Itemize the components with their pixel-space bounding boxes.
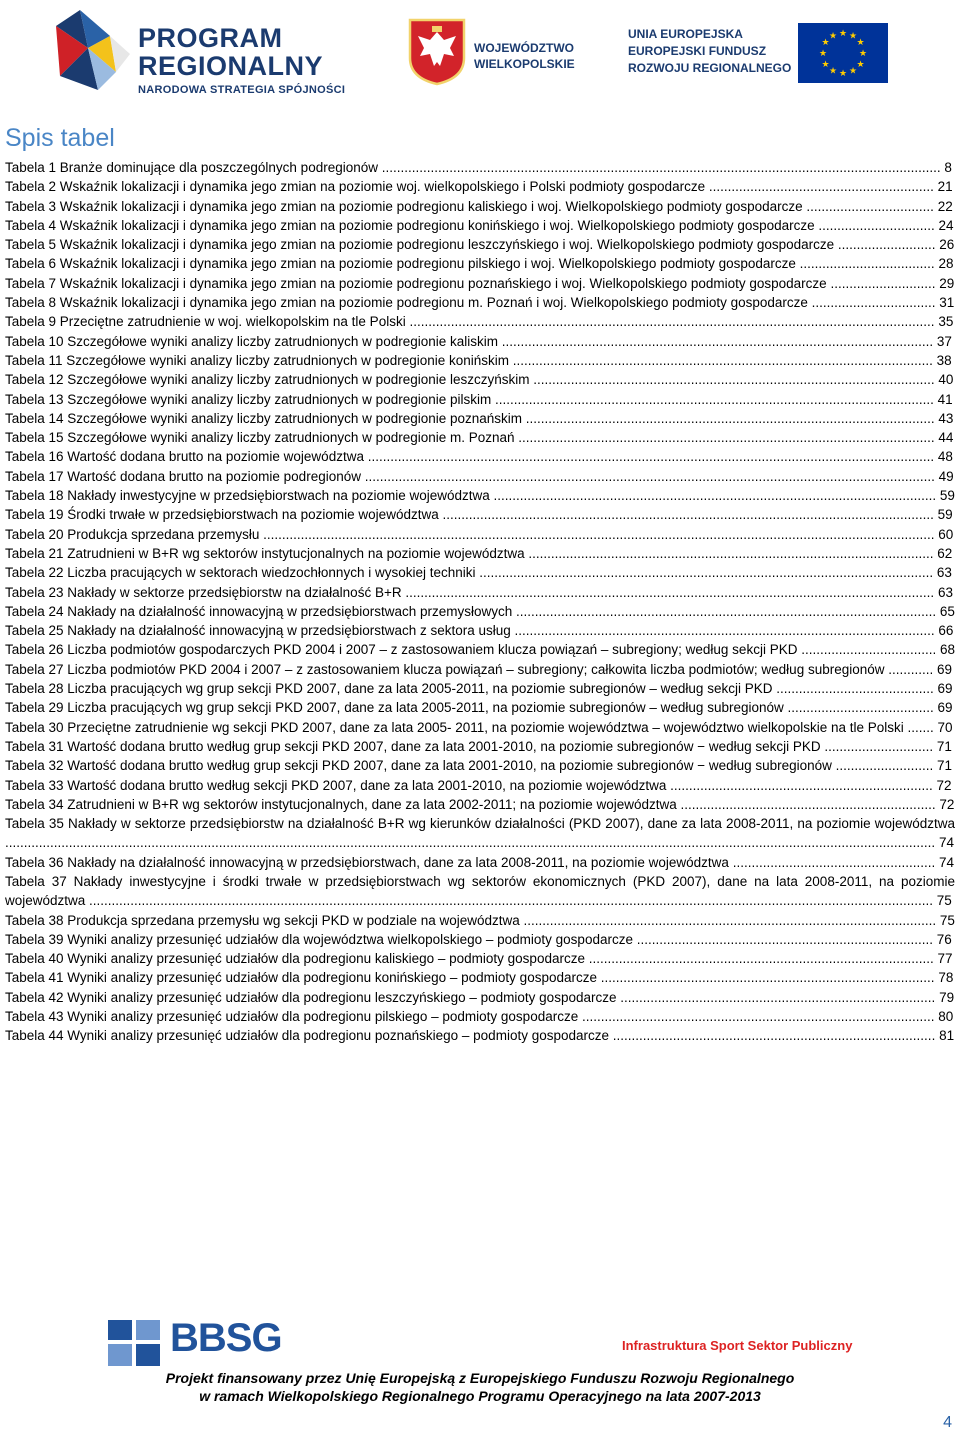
region-line1: WOJEWÓDZTWO xyxy=(474,41,574,55)
toc-entry-text: Tabela 32 Wartość dodana brutto według grup sekcji PKD 2007, dane za lata 2001-2010, na poziomie subregionów − według subregionów xyxy=(5,758,832,774)
toc-dot-leader: ...................................................................................................................... xyxy=(489,488,940,504)
toc-dot-leader: .................................................................................... xyxy=(616,989,940,1005)
eu-logo xyxy=(628,25,928,95)
toc-entry-page: 66 xyxy=(938,623,954,639)
toc-dot-leader: ......................................................................................................................... xyxy=(475,565,937,581)
project-line1: Projekt finansowany przez Unię Europejską z Europejskiego Funduszu Rozwoju Regionalnego xyxy=(165,1370,795,1386)
toc-entry-text: Tabela 37 Nakłady inwestycyjne i środki trwałe w przedsiębiorstwach wg sektorów ekonomicznych (PKD 2007), dane na lata 2008-2011, na poziomie województwa xyxy=(5,873,955,909)
toc-entry-text: Tabela 6 Wskaźnik lokalizacji i dynamika jego zmian na poziomie podregionu pilskiego i woj. Wielkopolskiego podmioty gospodarcze xyxy=(5,256,796,272)
toc-entry[interactable] xyxy=(5,872,955,911)
toc-entry[interactable] xyxy=(5,853,955,872)
toc-dot-leader: ........................................................................................................... xyxy=(529,372,939,388)
toc-entry-text: Tabela 22 Liczba pracujących w sektorach wiedzochłonnych i wysokiej techniki xyxy=(5,565,476,581)
toc-entry-text: Tabela 16 Wartość dodana brutto na poziomie województwa xyxy=(5,449,364,465)
toc-entry-text: Tabela 12 Szczegółowe wyniki analizy liczby zatrudnionych w podregionie leszczyńskim xyxy=(5,372,530,388)
toc-entry[interactable] xyxy=(5,698,955,717)
toc-entry-text: Tabela 39 Wyniki analizy przesunięć udziałów dla województwa wielkopolskiego – podmioty gospodarcze xyxy=(5,931,633,947)
toc-entry-text: Tabela 3 Wskaźnik lokalizacji i dynamika jego zmian na poziomie podregionu kaliskiego i woj. Wielkopolskiego podmioty gospodarcze xyxy=(5,198,803,214)
eagle-shield-icon xyxy=(408,18,466,86)
toc-dot-leader: ............................................................................................................. xyxy=(522,410,939,426)
toc-entry-page: 72 xyxy=(936,777,952,793)
svg-text:★: ★ xyxy=(848,31,858,42)
toc-entry[interactable] xyxy=(5,544,955,563)
svg-text:★: ★ xyxy=(856,38,865,48)
toc-entry-page: 26 xyxy=(939,237,955,253)
program-regionalny-mark-icon xyxy=(50,6,134,94)
toc-entry-text: Tabela 7 Wskaźnik lokalizacji i dynamika jego zmian na poziomie podregionu poznańskiego i woj. Wielkopolskiego podmioty gospodarcze xyxy=(5,275,827,291)
toc-entry[interactable] xyxy=(5,235,955,254)
toc-entry[interactable] xyxy=(5,177,955,196)
bbsg-text: BBSG xyxy=(170,1316,282,1360)
toc-entry-text: Tabela 23 Nakłady w sektorze przedsiębiorstw na działalność B+R xyxy=(5,584,402,600)
toc-entry-page: 81 xyxy=(939,1028,955,1044)
program-regionalny-logo xyxy=(50,6,360,96)
toc-entry-text: Tabela 31 Wartość dodana brutto według grup sekcji PKD 2007, dane za lata 2001-2010, na poziomie subregionów − według sekcji PKD xyxy=(5,738,821,754)
toc-entry-text: Tabela 44 Wyniki analizy przesunięć udziałów dla podregionu poznańskiego – podmioty gospodarcze xyxy=(5,1028,609,1044)
toc-entry[interactable] xyxy=(5,216,955,235)
toc-entry-page: 31 xyxy=(939,295,955,311)
toc-entry[interactable] xyxy=(5,640,955,659)
toc-entry[interactable] xyxy=(5,332,955,351)
toc-dot-leader: ...................................................................................... xyxy=(609,1028,940,1044)
toc-dot-leader: ...................................................... xyxy=(728,854,939,870)
toc-entry-page: 49 xyxy=(938,468,954,484)
toc-entry-page: 75 xyxy=(936,893,952,909)
toc-dot-leader: .............................................................................................................. xyxy=(519,912,940,928)
toc-entry[interactable] xyxy=(5,505,955,524)
toc-entry-page: 48 xyxy=(937,449,953,465)
toc-entry-page: 24 xyxy=(938,217,954,233)
toc-entry-text: Tabela 40 Wyniki analizy przesunięć udziałów dla podregionu kaliskiego – podmioty gospodarcze xyxy=(5,951,585,967)
toc-entry-text: Tabela 11 Szczegółowe wyniki analizy liczby zatrudnionych w podregionie konińskim xyxy=(5,352,510,368)
toc-dot-leader: ..................................................................................................................................................... xyxy=(378,160,945,175)
toc-entry-text: Tabela 10 Szczegółowe wyniki analizy liczby zatrudnionych w podregionie kaliskim xyxy=(5,333,498,349)
toc-dot-leader: ................................................................................................................................................................................... xyxy=(259,526,939,542)
toc-dot-leader: ................................................................................................................ xyxy=(510,623,939,639)
toc-entry-text: Tabela 28 Liczba pracujących wg grup sekcji PKD 2007, dane za lata 2005-2011, na poziomie subregionów – według sekcji PKD xyxy=(5,681,773,697)
toc-entry[interactable] xyxy=(5,949,955,968)
toc-entry-page: 59 xyxy=(937,507,953,523)
toc-entry[interactable] xyxy=(5,776,955,795)
program-line1: PROGRAM xyxy=(138,23,283,53)
toc-entry-page: 65 xyxy=(939,603,955,619)
region-line2: WIELKOPOLSKIE xyxy=(474,57,575,71)
toc-dot-leader: .......................................... xyxy=(772,681,938,697)
table-of-contents xyxy=(5,158,955,1046)
toc-entry[interactable] xyxy=(5,486,955,505)
toc-entry-page: 69 xyxy=(937,700,953,716)
toc-entry-page: 62 xyxy=(937,545,953,561)
toc-entry-page: 63 xyxy=(937,584,953,600)
toc-dot-leader: .................................... xyxy=(795,256,939,272)
toc-entry[interactable] xyxy=(5,583,955,602)
toc-dot-leader: .................................... xyxy=(797,642,940,658)
toc-entry-text: Tabela 38 Produkcja sprzedana przemysłu wg sekcji PKD w podziale na województwa xyxy=(5,912,520,928)
toc-dot-leader: ........................................................................................................................................................................................................................................................ xyxy=(5,835,939,851)
toc-entry[interactable] xyxy=(5,679,955,698)
toc-entry[interactable] xyxy=(5,274,955,293)
toc-entry[interactable] xyxy=(5,718,955,737)
eu-line2: EUROPEJSKI FUNDUSZ xyxy=(628,44,767,58)
toc-entry[interactable] xyxy=(5,1007,955,1026)
toc-entry[interactable] xyxy=(5,756,955,775)
toc-dot-leader: ................................. xyxy=(807,295,940,311)
program-line2: REGIONALNY xyxy=(138,51,324,81)
footer xyxy=(0,1300,960,1438)
toc-entry[interactable] xyxy=(5,1026,955,1045)
toc-entry-page: 21 xyxy=(937,179,953,195)
toc-dot-leader: ............................................................................................................................................. xyxy=(401,584,938,600)
toc-entry-text: Tabela 33 Wartość dodana brutto według sekcji PKD 2007, dane za lata 2001-2010, na poziomie województwa xyxy=(5,777,667,793)
svg-text:★: ★ xyxy=(856,60,865,70)
toc-entry-page: 70 xyxy=(937,719,953,735)
toc-entry-text: Tabela 20 Produkcja sprzedana przemysłu xyxy=(5,526,260,542)
toc-entry[interactable] xyxy=(5,621,955,640)
toc-entry-page: 43 xyxy=(938,410,954,426)
toc-entry-text: Tabela 29 Liczba pracujących wg grup sekcji PKD 2007, dane za lata 2005-2011, na poziomie subregionów – według subregionów xyxy=(5,700,784,716)
toc-entry-page: 75 xyxy=(939,912,955,928)
toc-entry-page: 79 xyxy=(939,989,955,1005)
toc-entry-text: Tabela 13 Szczegółowe wyniki analizy liczby zatrudnionych w podregionie pilskim xyxy=(5,391,492,407)
toc-entry-page: 59 xyxy=(939,488,955,504)
toc-entry-page: 80 xyxy=(938,1009,954,1025)
toc-dot-leader: .............................................................................................. xyxy=(578,1009,939,1025)
toc-entry-text: Tabela 18 Nakłady inwestycyjne w przedsiębiorstwach na poziomie województwa xyxy=(5,488,490,504)
eu-flag-icon xyxy=(798,23,888,83)
toc-entry-text: Tabela 5 Wskaźnik lokalizacji i dynamika jego zmian na poziomie podregionu leszczyńskiego i woj. Wielkopolskiego podmioty gospodarcze xyxy=(5,237,835,253)
toc-entry[interactable] xyxy=(5,158,955,177)
toc-entry-page: 41 xyxy=(937,391,953,407)
toc-entry-page: 44 xyxy=(938,430,954,446)
toc-entry-page: 69 xyxy=(937,681,953,697)
toc-dot-leader: ............................ xyxy=(826,275,940,291)
toc-entry-text: Tabela 25 Nakłady na działalność innowacyjną w przedsiębiorstwach z sektora usług xyxy=(5,623,511,639)
project-line2: w ramach Wielkopolskiego Regionalnego Programu Operacyjnego na lata 2007-2013 xyxy=(199,1388,761,1404)
svg-text:★: ★ xyxy=(818,49,828,59)
toc-entry[interactable] xyxy=(5,602,955,621)
svg-text:★: ★ xyxy=(858,49,868,59)
toc-entry-page: 40 xyxy=(938,372,954,388)
toc-entry-text: Tabela 43 Wyniki analizy przesunięć udziałów dla podregionu pilskiego – podmioty gospodarcze xyxy=(5,1009,579,1025)
toc-entry[interactable] xyxy=(5,930,955,949)
toc-entry[interactable] xyxy=(5,409,955,428)
toc-entry-page: 29 xyxy=(939,275,955,291)
toc-dot-leader: ..................................................................................................................... xyxy=(491,391,938,407)
toc-entry-text: Tabela 14 Szczegółowe wyniki analizy liczby zatrudnionych w podregionie poznańskim xyxy=(5,410,523,426)
toc-entry-page: 78 xyxy=(938,970,954,986)
toc-entry[interactable] xyxy=(5,428,955,447)
toc-entry-page: 71 xyxy=(936,738,952,754)
toc-dot-leader: ................................................................................................................ xyxy=(512,603,940,619)
toc-dot-leader: .......................... xyxy=(831,758,937,774)
toc-entry[interactable] xyxy=(5,988,955,1007)
wielkopolska-logo xyxy=(408,18,608,88)
toc-entry-text: Tabela 42 Wyniki analizy przesunięć udziałów dla podregionu leszczyńskiego – podmioty gospodarcze xyxy=(5,989,617,1005)
toc-entry-page: 74 xyxy=(938,854,955,870)
toc-entry[interactable] xyxy=(5,370,955,389)
toc-dot-leader: ............................................................ xyxy=(705,179,938,195)
toc-entry-text: Tabela 2 Wskaźnik lokalizacji i dynamika jego zmian na poziomie woj. wielkopolskiego i Polski podmioty gospodarcze xyxy=(5,179,706,195)
toc-entry-text: Tabela 9 Przeciętne zatrudnienie w woj. wielkopolskim na tle Polski xyxy=(5,314,406,330)
toc-entry[interactable] xyxy=(5,293,955,312)
toc-dot-leader: ....................................... xyxy=(783,700,938,716)
toc-entry-text: Tabela 19 Środki trwałe w przedsiębiorstwach na poziomie województwa xyxy=(5,507,439,523)
toc-entry-text: Tabela 27 Liczba podmiotów PKD 2004 i 2007 – z zastosowaniem klucza powiązań – subregiony; całkowita liczba podmiotów; według subregionów xyxy=(5,661,885,677)
toc-dot-leader: ...................................................................... xyxy=(666,777,937,793)
toc-entry[interactable] xyxy=(5,814,955,853)
svg-text:★: ★ xyxy=(821,60,830,70)
toc-entry-page: 77 xyxy=(937,951,953,967)
toc-entry[interactable] xyxy=(5,447,955,466)
toc-entry-page: 72 xyxy=(939,796,955,812)
toc-entry[interactable] xyxy=(5,660,955,679)
toc-entry-text: Tabela 26 Liczba podmiotów gospodarczych PKD 2004 i 2007 – z zastosowaniem klucza powiązań – subregiony; według sekcji PKD xyxy=(5,642,798,658)
toc-entry-page: 8 xyxy=(944,160,952,175)
toc-entry-text: Tabela 41 Wyniki analizy przesunięć udziałów dla podregionu konińskiego – podmioty gospodarcze xyxy=(5,970,597,986)
bbsg-logo xyxy=(108,1312,288,1372)
toc-dot-leader: ............................................................................... xyxy=(632,931,937,947)
toc-entry-page: 69 xyxy=(937,661,953,677)
toc-dot-leader: ....................................................................................................................................................... xyxy=(363,449,938,465)
svg-text:★: ★ xyxy=(828,66,838,77)
toc-entry-text: Tabela 34 Zatrudnieni w B+R wg sektorów instytucjonalnych, dane za lata 2002-2011; na poziomie województwa xyxy=(5,796,677,812)
toc-entry[interactable] xyxy=(5,911,955,930)
svg-text:★: ★ xyxy=(838,29,848,39)
toc-entry-page: 22 xyxy=(937,198,953,214)
toc-entry[interactable] xyxy=(5,351,955,370)
toc-dot-leader: ............................... xyxy=(814,217,939,233)
toc-entry-text: Tabela 36 Nakłady na działalność innowacyjną w przedsiębiorstwach, dane za lata 2008-2011, na poziomie województwa xyxy=(5,854,729,870)
toc-dot-leader: ............ xyxy=(884,661,938,677)
toc-entry[interactable] xyxy=(5,737,955,756)
toc-entry[interactable] xyxy=(5,467,955,486)
svg-text:★: ★ xyxy=(848,66,858,77)
header xyxy=(0,0,960,112)
page-number: 4 xyxy=(943,1414,952,1431)
toc-entry-page: 28 xyxy=(938,256,954,272)
toc-dot-leader: ............................. xyxy=(820,738,937,754)
svg-text:★: ★ xyxy=(828,31,838,42)
toc-dot-leader: ................................................................................................................................................................................................................................. xyxy=(85,893,937,909)
toc-entry[interactable] xyxy=(5,254,955,273)
issp-logo-text: Infrastruktura Sport Sektor Publiczny xyxy=(622,1338,853,1353)
toc-entry-text: Tabela 1 Branże dominujące dla poszczególnych podregionów xyxy=(5,160,378,175)
bbsg-mark-icon xyxy=(108,1320,160,1366)
toc-dot-leader: ............................................................................................................... xyxy=(514,430,939,446)
toc-entry-text: Tabela 30 Przeciętne zatrudnienie wg sekcji PKD 2007, dane za lata 2005- 2011, na poziomie województwa – województwo wielkopolskie na tle Polski xyxy=(5,719,904,735)
toc-dot-leader: ............................................................................................................................................ xyxy=(405,314,939,330)
toc-entry-text: Tabela 17 Wartość dodana brutto na poziomie podregionów xyxy=(5,468,361,484)
toc-entry-text: Tabela 24 Nakłady na działalność innowacyjną w przedsiębiorstwach przemysłowych xyxy=(5,603,513,619)
toc-entry[interactable] xyxy=(5,525,955,544)
toc-entry[interactable] xyxy=(5,968,955,987)
toc-dot-leader: .................................................................... xyxy=(676,796,940,812)
toc-entry-page: 38 xyxy=(936,352,952,368)
toc-entry-page: 37 xyxy=(936,333,952,349)
toc-entry-text: Tabela 15 Szczegółowe wyniki analizy liczby zatrudnionych w podregionie m. Poznań xyxy=(5,430,515,446)
toc-entry-page: 68 xyxy=(939,642,956,658)
toc-entry-text: Tabela 8 Wskaźnik lokalizacji i dynamika jego zmian na poziomie podregionu m. Poznań i woj. Wielkopolskiego podmioty gospodarcze xyxy=(5,295,808,311)
toc-dot-leader: ......................................................................................... xyxy=(596,970,939,986)
toc-entry-text: Tabela 35 Nakłady w sektorze przedsiębiorstw na działalność B+R wg kierunków działalności (PKD 2007), dane za lata 2008-2011, na poziomie województwa xyxy=(5,816,955,832)
svg-text:★: ★ xyxy=(838,69,848,79)
toc-entry[interactable] xyxy=(5,197,955,216)
eu-line3: ROZWOJU REGIONALNEGO xyxy=(628,61,792,75)
toc-entry-text: Tabela 4 Wskaźnik lokalizacji i dynamika jego zmian na poziomie podregionu konińskiego i woj. Wielkopolskiego podmioty gospodarcze xyxy=(5,217,815,233)
toc-entry-page: 63 xyxy=(936,565,952,581)
toc-dot-leader: ............................................................................................ xyxy=(584,951,938,967)
toc-dot-leader: ....... xyxy=(903,719,938,735)
toc-dot-leader: ................................................................................................................ xyxy=(509,352,937,368)
toc-entry[interactable] xyxy=(5,312,955,331)
toc-entry-page: 60 xyxy=(938,526,954,542)
toc-entry-text: Tabela 21 Zatrudnieni w B+R wg sektorów instytucjonalnych na poziomie województwa xyxy=(5,545,525,561)
toc-dot-leader: ............................................................................................................ xyxy=(524,545,938,561)
toc-entry-page: 71 xyxy=(936,758,952,774)
toc-entry[interactable] xyxy=(5,390,955,409)
toc-dot-leader: ........................................................................................................................................................ xyxy=(360,468,939,484)
toc-entry[interactable] xyxy=(5,795,955,814)
toc-dot-leader: ................................................................................................................... xyxy=(498,333,937,349)
program-line3: NARODOWA STRATEGIA SPÓJNOŚCI xyxy=(138,84,346,96)
eu-line1: UNIA EUROPEJSKA xyxy=(628,27,743,41)
toc-entry-page: 35 xyxy=(938,314,954,330)
page-title: Spis tabel xyxy=(5,124,115,152)
toc-dot-leader: .......................... xyxy=(834,237,940,253)
svg-text:★: ★ xyxy=(821,38,830,48)
toc-entry[interactable] xyxy=(5,563,955,582)
toc-dot-leader: ................................................................................................................................... xyxy=(438,507,938,523)
toc-entry-page: 76 xyxy=(936,931,952,947)
toc-dot-leader: .................................. xyxy=(802,198,938,214)
toc-entry-page: 74 xyxy=(938,835,954,851)
